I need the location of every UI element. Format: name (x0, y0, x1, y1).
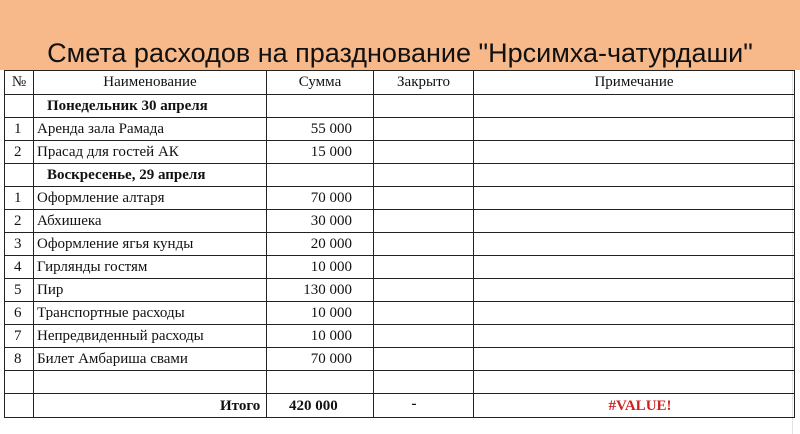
item-sum[interactable]: 30 000 (310, 213, 352, 229)
item-num[interactable]: 1 (14, 190, 22, 206)
grid-line (792, 70, 793, 434)
item-num[interactable]: 8 (14, 351, 22, 367)
sheet-title[interactable]: Смета расходов на празднование "Нрсимха-чатурдаши" (47, 38, 753, 68)
item-name[interactable]: Прасад для гостей АК (37, 144, 179, 160)
item-num[interactable]: 6 (14, 305, 22, 321)
item-sum[interactable]: 70 000 (310, 190, 352, 206)
section-label[interactable]: Понедельник 30 апреля (47, 98, 208, 114)
item-num[interactable]: 2 (14, 213, 22, 229)
item-num[interactable]: 7 (14, 328, 22, 344)
item-name[interactable]: Пир (37, 282, 64, 298)
border (4, 278, 795, 279)
header-sum[interactable]: Сумма (298, 74, 342, 90)
header-note[interactable]: Примечание (594, 74, 674, 90)
border (33, 70, 34, 418)
border (473, 70, 474, 418)
item-sum[interactable]: 10 000 (310, 305, 352, 321)
total-label[interactable]: Итого (220, 398, 261, 414)
item-sum[interactable]: 10 000 (310, 259, 352, 275)
item-sum[interactable]: 10 000 (310, 328, 352, 344)
item-sum[interactable]: 20 000 (310, 236, 352, 252)
header-num[interactable]: № (11, 74, 27, 90)
border (4, 209, 795, 210)
item-sum[interactable]: 70 000 (310, 351, 352, 367)
item-num[interactable]: 2 (14, 144, 22, 160)
item-name[interactable]: Билет Амбариша свами (37, 351, 188, 367)
border (4, 417, 795, 418)
item-name[interactable]: Оформление алтаря (37, 190, 165, 206)
border (794, 70, 795, 418)
border (4, 370, 795, 371)
border (4, 70, 5, 418)
section-label[interactable]: Воскресенье, 29 апреля (47, 167, 206, 183)
item-name[interactable]: Гирлянды гостям (37, 259, 148, 275)
item-name[interactable]: Аренда зала Рамада (37, 121, 165, 137)
header-name[interactable]: Наименование (103, 74, 197, 90)
item-sum[interactable]: 130 000 (303, 282, 352, 298)
border (373, 70, 374, 418)
item-num[interactable]: 3 (14, 236, 22, 252)
header-closed[interactable]: Закрыто (397, 74, 450, 90)
item-name[interactable]: Транспортные расходы (37, 305, 185, 321)
item-name[interactable]: Абхишека (37, 213, 102, 229)
total-sum[interactable]: 420 000 (289, 398, 338, 414)
item-num[interactable]: 4 (14, 259, 22, 275)
item-sum[interactable]: 15 000 (310, 144, 352, 160)
total-closed[interactable]: - (411, 396, 417, 412)
item-num[interactable]: 1 (14, 121, 22, 137)
item-name[interactable]: Оформление ягья кунды (37, 236, 194, 252)
item-name[interactable]: Непредвиденный расходы (37, 328, 204, 344)
item-sum[interactable]: 55 000 (310, 121, 352, 137)
total-note-error[interactable]: #VALUE! (608, 398, 672, 414)
item-num[interactable]: 5 (14, 282, 22, 298)
